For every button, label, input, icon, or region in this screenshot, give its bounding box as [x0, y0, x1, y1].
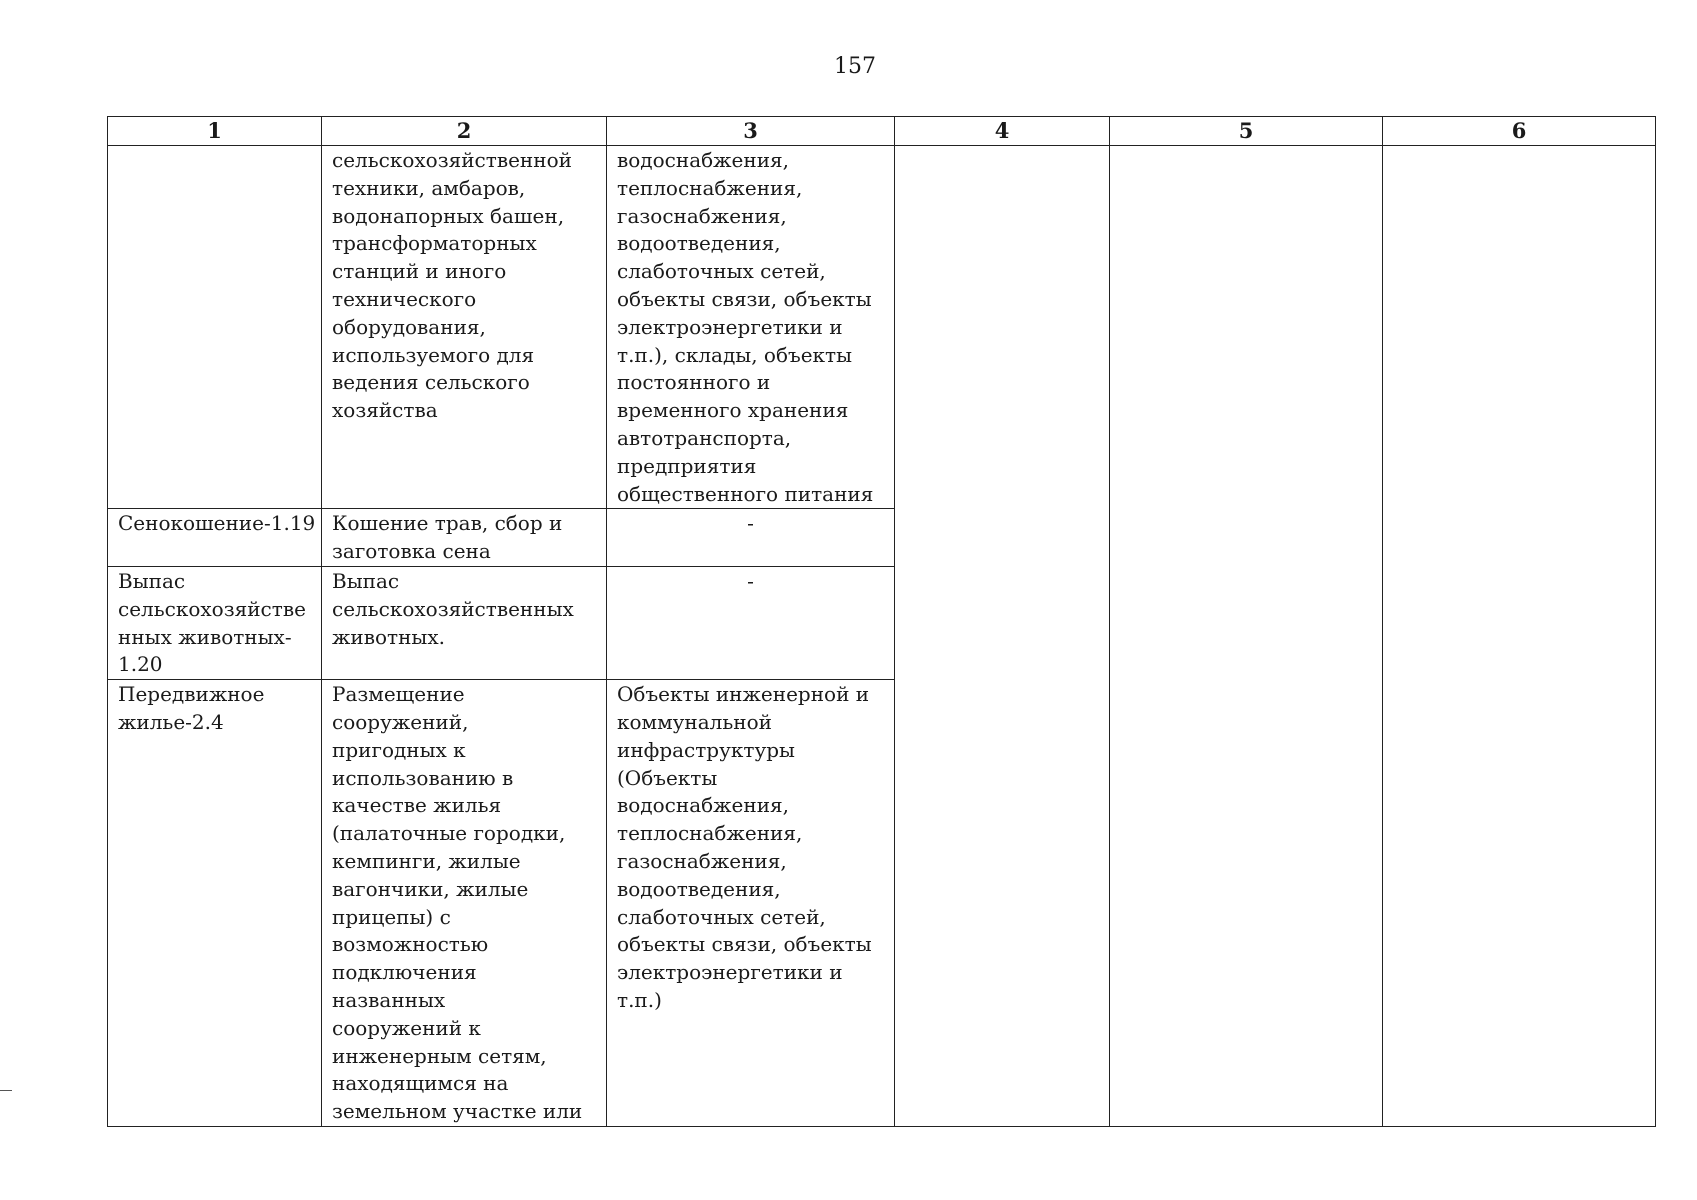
- page-number: 157: [834, 54, 876, 79]
- column-header-3: 3: [607, 117, 895, 146]
- cell-text: -: [747, 568, 754, 593]
- cell-land-use-type: [108, 566, 322, 679]
- cell-text: Кошение трав, сбор и заготовка сена: [332, 511, 563, 564]
- column-header-1: 1: [108, 117, 322, 146]
- cell-text: водоснабжения, теплоснабжения, газоснабжения, водоотведения, слаботочных сетей, объекты связи, объекты электроэнергетики и т.п.), склады, объекты постоянного и временного хранения автотранспорта, предприятия общественного питания: [617, 148, 874, 506]
- cell-land-use-type: [108, 680, 322, 1127]
- cell-column-5: [1110, 146, 1383, 1127]
- cell-description: [322, 509, 607, 567]
- margin-mark: [0, 1090, 12, 1091]
- cell-text: Выпас сельскохозяйстве нных животных- 1.20: [118, 568, 306, 677]
- header-row: [108, 117, 1656, 146]
- regulations-table: [107, 116, 1656, 1127]
- cell-auxiliary-use: [607, 509, 895, 567]
- cell-auxiliary-use: [607, 680, 895, 1127]
- column-header-4: 4: [895, 117, 1110, 146]
- cell-text: Сенокошение-1.19: [118, 511, 316, 536]
- cell-text: Объекты инженерной и коммунальной инфраструктуры (Объекты водоснабжения, теплоснабжения, газоснабжения, водоотведения, слаботочных сетей, объекты связи, объекты электроэнергетики и т.п.): [617, 682, 872, 1012]
- cell-description: [322, 146, 607, 509]
- column-header-2: 2: [322, 117, 607, 146]
- cell-text: Передвижное жилье-2.4: [118, 682, 265, 734]
- table-row: [108, 146, 1656, 509]
- column-header-5: 5: [1110, 117, 1383, 146]
- cell-text: сельскохозяйственной техники, амбаров, водонапорных башен, трансформаторных станций и иного технического оборудования, используемого для ведения сельского хозяйства: [332, 148, 572, 423]
- cell-text: Размещение сооружений, пригодных к использованию в качестве жилья (палаточные городки, кемпинги, жилые вагончики, жилые прицепы) с возможностью подключения названных сооружений к инженерным сетям, находящимся на земельном участке или: [332, 682, 583, 1124]
- cell-text: -: [747, 511, 754, 536]
- cell-column-6: [1383, 146, 1656, 1127]
- cell-text: Выпас сельскохозяйственных животных.: [332, 568, 574, 649]
- cell-description: [322, 680, 607, 1127]
- cell-land-use-type: [108, 146, 322, 509]
- column-header-6: 6: [1383, 117, 1656, 146]
- cell-land-use-type: [108, 509, 322, 567]
- cell-auxiliary-use: [607, 146, 895, 509]
- cell-auxiliary-use: [607, 566, 895, 679]
- cell-description: [322, 566, 607, 679]
- cell-column-4: [895, 146, 1110, 1127]
